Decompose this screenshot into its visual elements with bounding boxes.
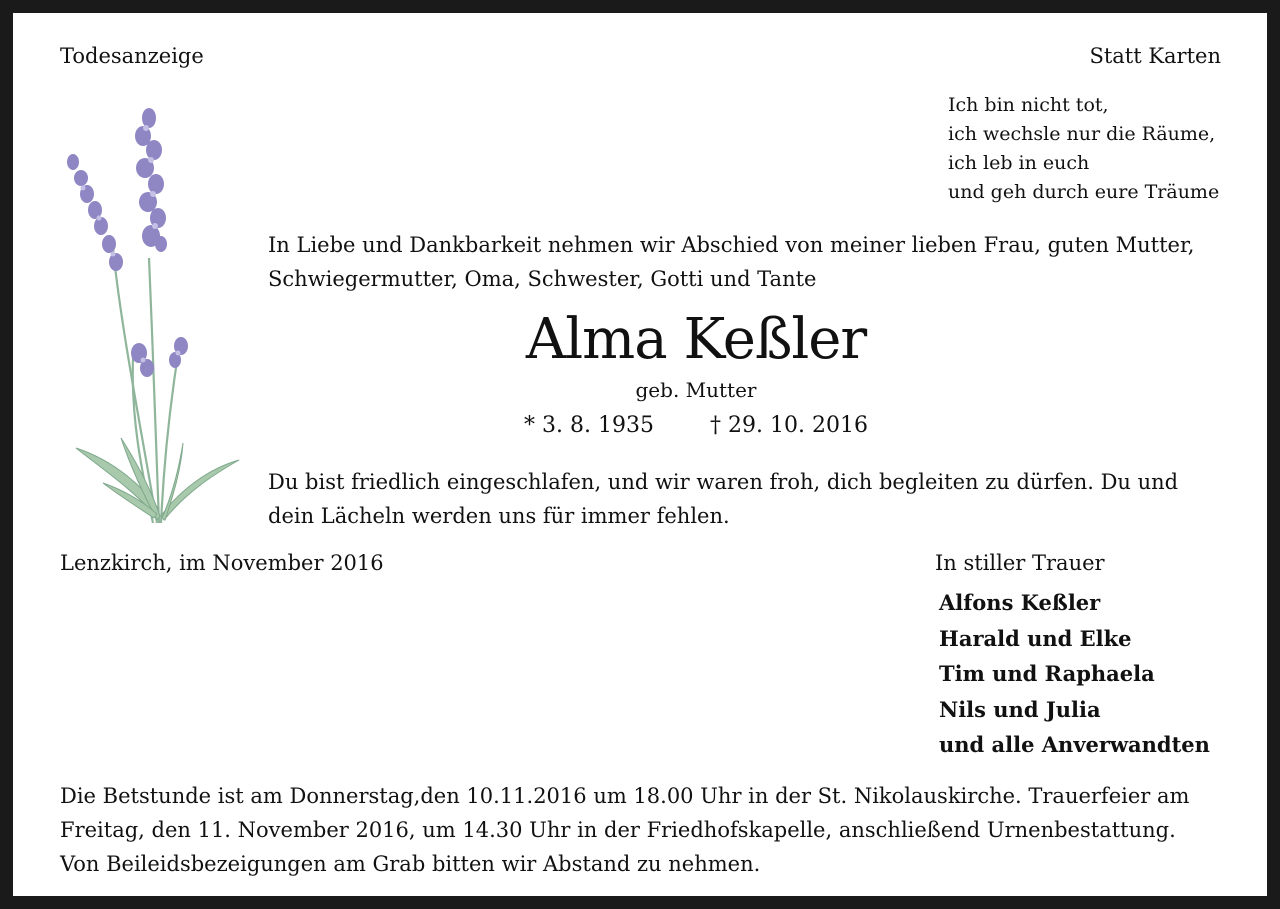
service-line: Von Beileidsbezeigungen am Grab bitten wir Abstand zu nehmen. bbox=[60, 852, 761, 876]
mourner-name: und alle Anverwandten bbox=[939, 732, 1210, 757]
farewell-text bbox=[268, 465, 1178, 533]
instead-of-cards-label: Statt Karten bbox=[1089, 44, 1221, 68]
poem-line: ich leb in euch bbox=[948, 152, 1090, 174]
intro-line: In Liebe und Dankbarkeit nehmen wir Abschied von meiner lieben Frau, guten Mutter, bbox=[268, 233, 1195, 257]
service-line: Die Betstunde ist am Donnerstag,den 10.11.2016 um 18.00 Uhr in der St. Nikolauskirche. Trauerfeier am bbox=[60, 784, 1190, 808]
mourner-name: Alfons Keßler bbox=[939, 590, 1101, 615]
service-info bbox=[60, 779, 1221, 881]
mourner-name: Tim und Raphaela bbox=[939, 661, 1155, 686]
farewell-line: dein Lächeln werden uns für immer fehlen. bbox=[268, 504, 730, 528]
place-date: Lenzkirch, im November 2016 bbox=[60, 551, 384, 575]
mourner-name: Nils und Julia bbox=[939, 696, 1101, 722]
birth-date: * 3. 8. 1935 bbox=[524, 413, 654, 438]
mourner-name: Harald und Elke bbox=[939, 625, 1132, 651]
poem-line: Ich bin nicht tot, bbox=[948, 94, 1109, 116]
mourners-label: In stiller Trauer bbox=[935, 551, 1105, 575]
death-date: † 29. 10. 2016 bbox=[710, 413, 868, 438]
notice-type-label: Todesanzeige bbox=[60, 44, 204, 68]
poem bbox=[948, 91, 1219, 207]
mourners-list bbox=[939, 585, 1210, 763]
birth-name: geb. Mutter bbox=[635, 378, 757, 402]
intro-line: Schwiegermutter, Oma, Schwester, Gotti und Tante bbox=[268, 267, 817, 291]
poem-line: und geh durch eure Träume bbox=[948, 181, 1220, 203]
intro-text bbox=[268, 228, 1194, 296]
deceased-name: Alma Keßler bbox=[525, 307, 867, 372]
obituary-notice bbox=[13, 13, 1267, 896]
life-dates bbox=[13, 411, 1267, 441]
service-line: Freitag, den 11. November 2016, um 14.30 Uhr in der Friedhofskapelle, anschließend Urnenbestattung. bbox=[60, 818, 1176, 842]
farewell-line: Du bist friedlich eingeschlafen, und wir waren froh, dich begleiten zu dürfen. Du und bbox=[268, 470, 1179, 494]
poem-line: ich wechsle nur die Räume, bbox=[948, 123, 1216, 145]
